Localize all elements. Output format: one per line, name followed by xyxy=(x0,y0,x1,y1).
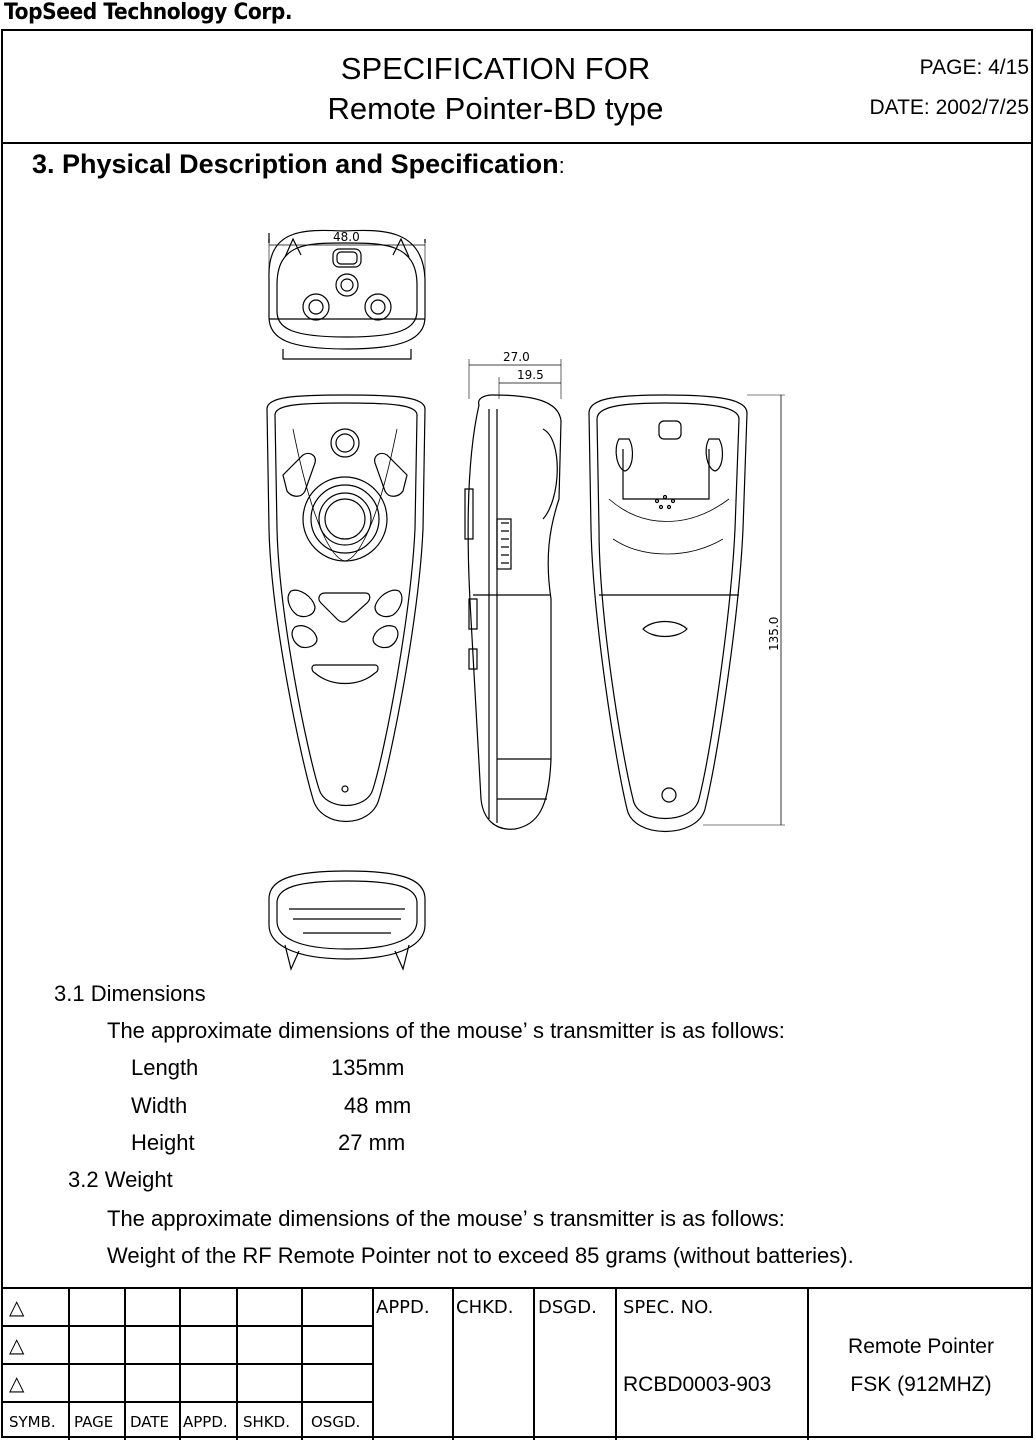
spec-no-label: SPEC. NO. xyxy=(623,1297,714,1318)
header-divider xyxy=(3,142,1031,144)
section-colon: : xyxy=(558,153,565,178)
weight-intro: The approximate dimensions of the mouse’ s transmitter is as follows: xyxy=(107,1206,785,1231)
dimensions-intro: The approximate dimensions of the mouse’ s transmitter is as follows: xyxy=(107,1018,785,1043)
height-label: Height xyxy=(131,1130,195,1155)
width-label: Width xyxy=(131,1093,188,1118)
dim-width-label: 48.0 xyxy=(333,230,360,244)
weight-text: Weight of the RF Remote Pointer not to exceed 85 grams (without batteries). xyxy=(107,1243,854,1268)
front-view xyxy=(267,395,425,822)
col-appd: APPD. xyxy=(183,1413,228,1431)
company-name: TopSeed Technology Corp. xyxy=(4,0,293,25)
weight-heading: 3.2 Weight xyxy=(68,1167,173,1192)
sign-dsgd: DSGD. xyxy=(538,1297,597,1318)
side-view xyxy=(465,359,561,829)
revision-table xyxy=(3,1287,1033,1438)
sign-chkd: CHKD. xyxy=(456,1297,514,1318)
col-date: DATE xyxy=(130,1413,170,1431)
bottom-view xyxy=(269,871,425,969)
back-view xyxy=(589,395,785,832)
spec-no-value: RCBD0003-903 xyxy=(623,1373,772,1396)
col-symb: SYMB. xyxy=(9,1413,56,1431)
col-shkd: SHKD. xyxy=(243,1413,290,1431)
product-name: Remote Pointer xyxy=(848,1335,994,1358)
length-value: 135mm xyxy=(331,1055,405,1080)
rev-symbol-1: △ xyxy=(9,1297,25,1319)
dim-length-label: 135.0 xyxy=(767,616,781,651)
top-view xyxy=(269,230,425,359)
width-value: 48 mm xyxy=(344,1093,412,1118)
page-number: PAGE: 4/15 xyxy=(919,56,1029,79)
remote-drawing xyxy=(233,199,793,979)
height-value: 27 mm xyxy=(338,1130,406,1155)
sign-appd: APPD. xyxy=(376,1297,430,1318)
dim-inner-height-label: 19.5 xyxy=(517,368,544,382)
spec-title: SPECIFICATION FOR xyxy=(340,51,651,86)
length-label: Length xyxy=(131,1055,199,1080)
page-frame xyxy=(1,29,1033,1438)
spec-date: DATE: 2002/7/25 xyxy=(869,96,1029,119)
dimensions-heading: 3.1 Dimensions xyxy=(54,981,206,1006)
section-title: 3. Physical Description and Specification xyxy=(32,149,559,179)
col-osgd: OSGD. xyxy=(311,1413,361,1431)
col-page: PAGE xyxy=(74,1413,114,1431)
rev-symbol-2: △ xyxy=(9,1335,25,1357)
dim-height-label: 27.0 xyxy=(503,350,530,364)
section-heading xyxy=(32,149,565,180)
product-frequency: FSK (912MHZ) xyxy=(850,1373,992,1396)
rev-symbol-3: △ xyxy=(9,1373,25,1395)
spec-subtitle: Remote Pointer-BD type xyxy=(327,91,664,126)
